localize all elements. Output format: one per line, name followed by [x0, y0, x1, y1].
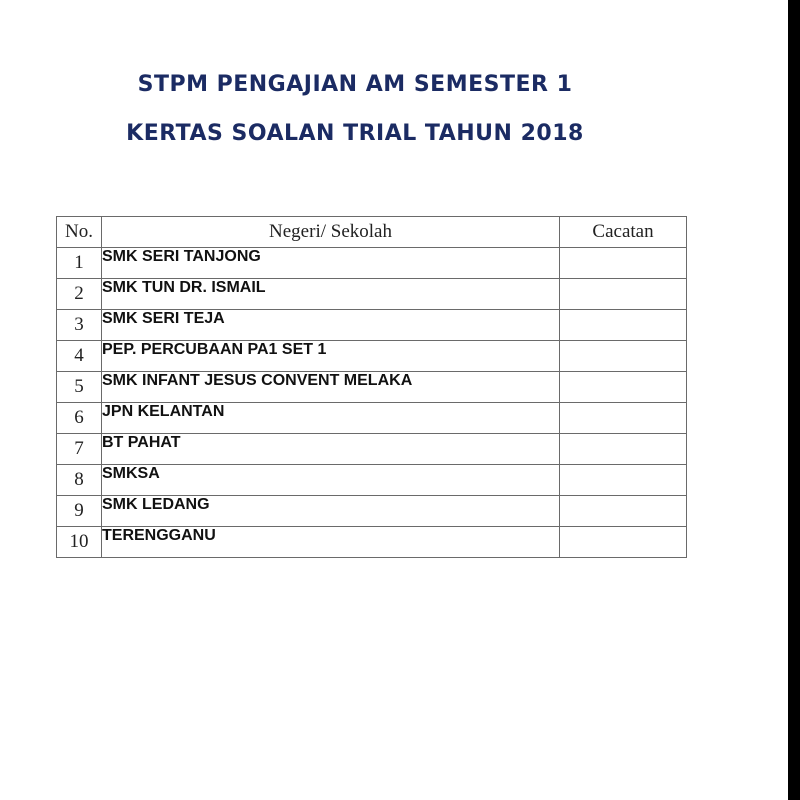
- document-title-line-1: STPM PENGAJIAN AM SEMESTER 1: [137, 72, 573, 97]
- page-edge-bar: [788, 0, 800, 800]
- row-note: [560, 279, 687, 310]
- header-name: Negeri/ Sekolah: [102, 217, 560, 248]
- row-no: 2: [57, 279, 102, 310]
- row-no: 9: [57, 496, 102, 527]
- row-name: SMKSA: [102, 465, 560, 496]
- table-row: [57, 248, 687, 279]
- row-note: [560, 496, 687, 527]
- table-row: [57, 465, 687, 496]
- row-note: [560, 465, 687, 496]
- table-row: [57, 341, 687, 372]
- row-name: SMK SERI TEJA: [102, 310, 560, 341]
- row-name: TERENGGANU: [102, 527, 560, 558]
- row-name: SMK TUN DR. ISMAIL: [102, 279, 560, 310]
- header-no: No.: [57, 217, 102, 248]
- table-row: [57, 496, 687, 527]
- row-no: 7: [57, 434, 102, 465]
- row-name: JPN KELANTAN: [102, 403, 560, 434]
- table-row: [57, 434, 687, 465]
- row-no: 6: [57, 403, 102, 434]
- document-title-line-2: KERTAS SOALAN TRIAL TAHUN 2018: [126, 121, 584, 146]
- row-note: [560, 372, 687, 403]
- row-no: 4: [57, 341, 102, 372]
- row-note: [560, 248, 687, 279]
- row-name: BT PAHAT: [102, 434, 560, 465]
- row-no: 3: [57, 310, 102, 341]
- row-name: SMK SERI TANJONG: [102, 248, 560, 279]
- table-row: [57, 279, 687, 310]
- row-note: [560, 310, 687, 341]
- row-no: 1: [57, 248, 102, 279]
- row-note: [560, 527, 687, 558]
- row-no: 8: [57, 465, 102, 496]
- row-no: 10: [57, 527, 102, 558]
- row-name: SMK LEDANG: [102, 496, 560, 527]
- header-note: Cacatan: [560, 217, 687, 248]
- row-note: [560, 403, 687, 434]
- row-note: [560, 341, 687, 372]
- table-row: [57, 310, 687, 341]
- row-no: 5: [57, 372, 102, 403]
- table-row: [57, 527, 687, 558]
- table-row: [57, 372, 687, 403]
- row-name: SMK INFANT JESUS CONVENT MELAKA: [102, 372, 560, 403]
- table-header-row: [57, 217, 687, 248]
- row-name: PEP. PERCUBAAN PA1 SET 1: [102, 341, 560, 372]
- school-list-table: [56, 216, 687, 558]
- row-note: [560, 434, 687, 465]
- table-row: [57, 403, 687, 434]
